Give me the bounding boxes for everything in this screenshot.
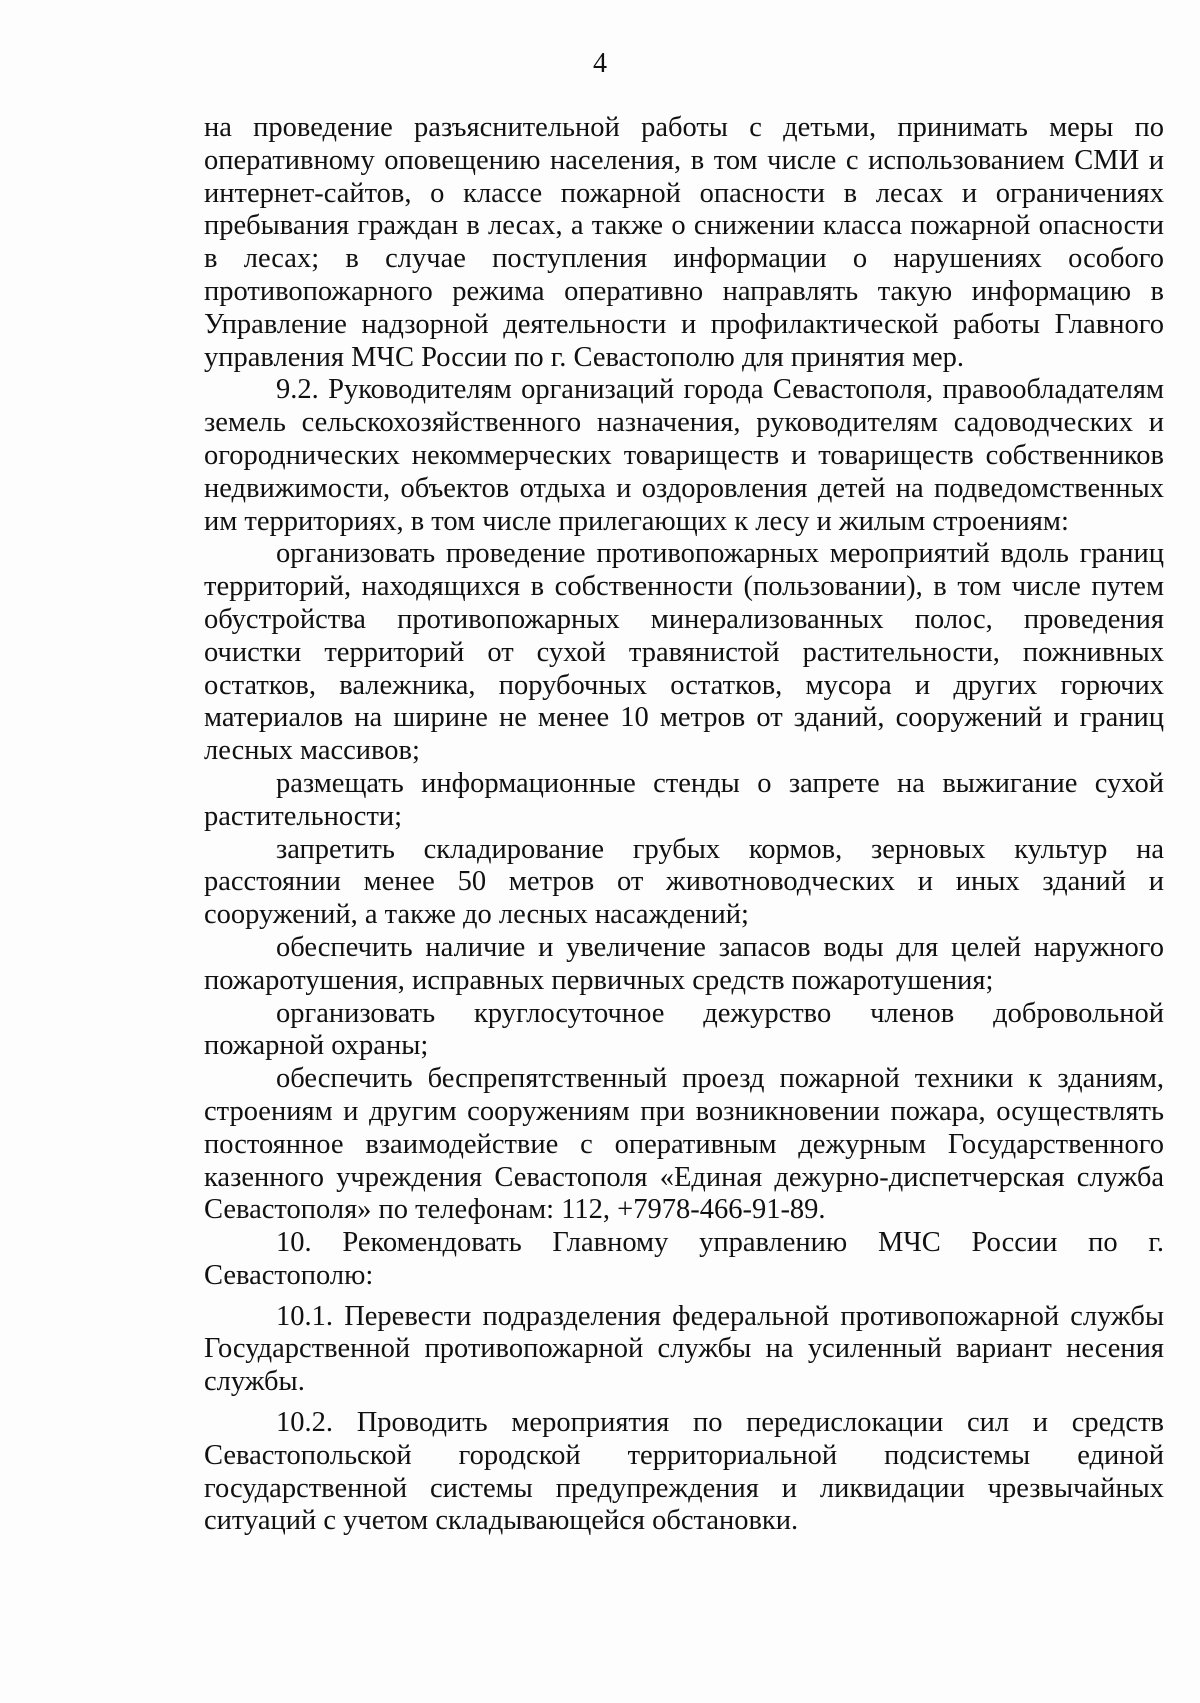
paragraph-duty: организовать круглосуточное дежурство членов добровольной пожарной охраны; (204, 997, 1164, 1062)
paragraph-water-supply: обеспечить наличие и увеличение запасов воды для целей наружного пожаротушения, исправных первичных средств пожаротушения; (204, 931, 1164, 996)
paragraph-forage-storage: запретить складирование грубых кормов, зерновых культур на расстоянии менее 50 метров от животноводческих и иных зданий и сооружений, а также до лесных насаждений; (204, 833, 1164, 931)
paragraph-10-2: 10.2. Проводить мероприятия по передислокации сил и средств Севастопольской городской территориальной подсистемы единой государственной системы предупреждения и ликвидации чрезвычайных ситуаций с учетом складывающейся обстановки. (204, 1407, 1164, 1537)
paragraph-fire-measures: организовать проведение противопожарных мероприятий вдоль границ территорий, находящихся в собственности (пользовании), в том числе путем обустройства противопожарных минерализованных полос, проведения очистки территорий от сухой травянистой растительности, пожнивных остатков, валежника, порубочных остатков, мусора и других горючих материалов на ширине не менее 10 метров от зданий, сооружений и границ лесных массивов; (204, 538, 1164, 767)
paragraph-access: обеспечить беспрепятственный проезд пожарной техники к зданиям, строениям и другим сооружениям при возникновении пожара, осуществлять постоянное взаимодействие с оперативным дежурным Государственного казенного учреждения Севастополя «Единая дежурно-диспетчерская служба Севастополя» по телефонам: 112, +7978-466-91-89. (204, 1063, 1164, 1226)
paragraph-10-1: 10.1. Перевести подразделения федеральной противопожарной службы Государственной противопожарной службы на усиленный вариант несения службы. (204, 1300, 1164, 1398)
paragraph-10: 10. Рекомендовать Главному управлению МЧС России по г. Севастополю: (204, 1227, 1164, 1291)
paragraph-9-2: 9.2. Руководителям организаций города Севастополя, правообладателям земель сельскохозяйственного назначения, руководителям садоводческих и огороднических некоммерческих товариществ и товариществ собственников недвижимости, объектов отдыха и оздоровления детей на подведомственных им территориях, в том числе прилегающих к лесу и жилым строениям: (204, 374, 1164, 537)
paragraph-continuation: на проведение разъяснительной работы с детьми, принимать меры по оперативному оповещению населения, в том числе с использованием СМИ и интернет-сайтов, о классе пожарной опасности в лесах и ограничениях пребывания граждан в лесах, а также о снижении класса пожарной опасности в лесах; в случае поступления информации о нарушениях особого противопожарного режима оперативно направлять такую информацию в Управление надзорной деятельности и профилактической работы Главного управления МЧС России по г. Севастополю для принятия мер. (204, 112, 1164, 373)
document-body (204, 112, 1164, 1538)
paragraph-info-stands: размещать информационные стенды о запрете на выжигание сухой растительности; (204, 767, 1164, 832)
page-number: 4 (593, 48, 607, 79)
